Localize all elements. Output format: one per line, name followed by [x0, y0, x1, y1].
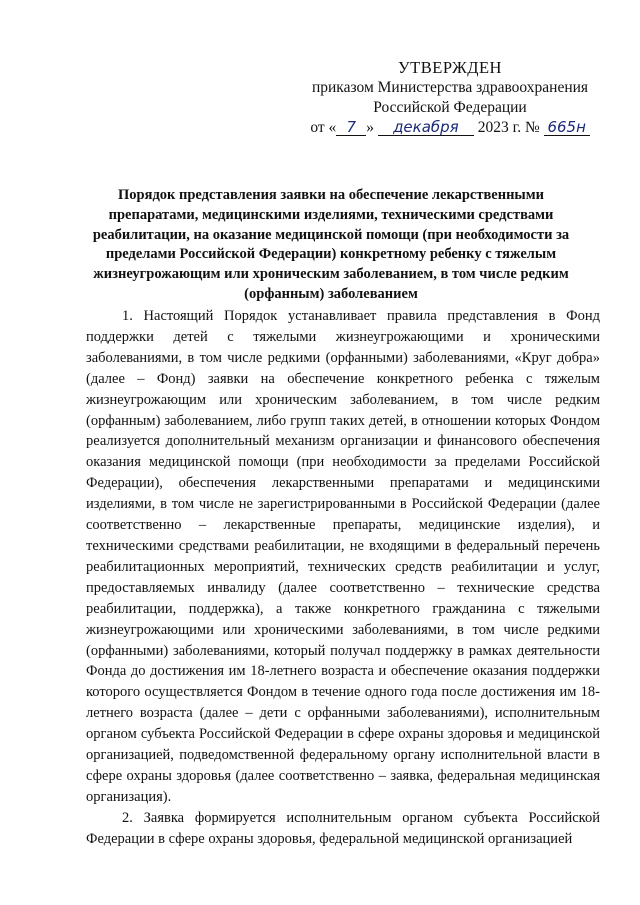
approval-line-ministry: приказом Министерства здравоохранения — [311, 79, 589, 96]
order-mid: » — [366, 119, 375, 136]
paragraph-1: 1. Настоящий Порядок устанавливает правила представления в Фонд поддержки детей с тяжелыми жизнеугрожающими и хроническими заболеваниями, в том числе редкими (орфанными) заболеваниями, «Круг добра» (далее – Фонд) заявки на обеспечение конкретного ребенка с тяжелым жизнеугрожающим или хроническим заболеванием, в том числе редким (орфанным) заболеванием, либо групп таких детей, в отношении которых Фондом реализуется дополнительный механизм организации и финансового обеспечения оказания медицинской помощи (при необходимости за пределами Российской Федерации), обеспечения лекарственными препаратами и медицинскими изделиями, в том числе не зарегистрированными в Российской Федерации (далее соответственно – лекарственные препараты, медицинские изделия), и техническими средствами реабилитации, не входящими в федеральный перечень реабилитационных мероприятий, технических средств реабилитации и услуг, предоставляемых инвалиду (далее соответственно – технические средства реабилитации, поддержка), а также конкретного гражданина с тяжелыми жизнеугрожающими или хроническими заболеваниями, в том числе редкими (орфанными) заболеваниями, который получал поддержку в рамках деятельности Фонда до достижения им 18-летнего возраста и обеспечение оказания поддержки которого осуществляется Фондом в течение одного года после достижения им 18-летнего возраста (далее – дети с орфанными заболеваниями), исполнительным органом субъекта Российской Федерации в сфере охраны здоровья и медицинской организацией, подведомственной федеральному органу исполнительной власти в сфере охраны здоровья (далее соответственно – заявка, федеральная медицинская организация). — [86, 308, 600, 805]
document-title: Порядок представления заявки на обеспечение лекарственными препаратами, медицинскими изделиями, техническими средствами реабилитации, на оказание медицинской помощи (при необходимости за пределами Российской Федерации) конкретному ребенку с тяжелым жизнеугрожающим или хроническим заболеванием, в том числе редким (орфанным) заболеванием — [92, 187, 570, 302]
order-month-handwritten: декабря — [378, 119, 474, 136]
order-line — [290, 118, 610, 138]
order-year: 2023 г. № — [477, 119, 540, 136]
document-body — [86, 306, 600, 850]
order-number-handwritten: 665н — [544, 119, 590, 136]
order-day-handwritten: 7 — [336, 119, 366, 136]
approval-block — [290, 58, 610, 138]
order-prefix: от « — [310, 119, 337, 136]
paragraph-2: 2. Заявка формируется исполнительным органом субъекта Российской Федерации в сфере охраны здоровья, федеральной медицинской организацией — [86, 809, 600, 847]
approval-line-federation: Российской Федерации — [373, 99, 527, 116]
approved-heading: УТВЕРЖДЕН — [398, 58, 502, 77]
